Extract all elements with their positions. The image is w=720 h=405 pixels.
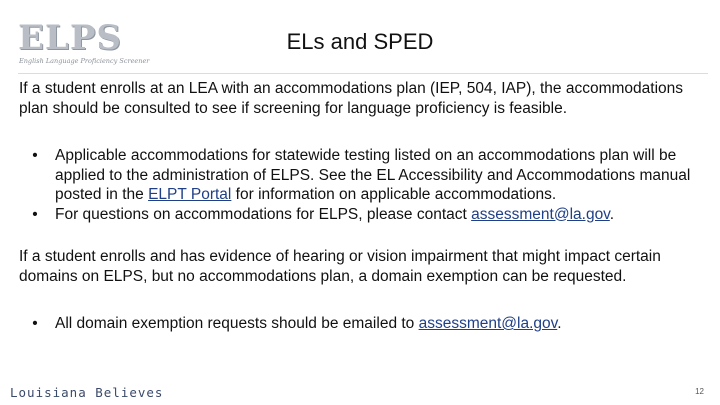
logo-wordmark: ELPS xyxy=(18,18,122,58)
paragraph-impairment: If a student enrolls and has evidence of hearing or vision impairment that might impact certain domains on ELPS, but no accommodations plan, a domain exemption can be requested. xyxy=(19,248,661,285)
elps-logo xyxy=(18,18,150,68)
bullet-item xyxy=(19,314,709,334)
bullet-item xyxy=(19,146,709,205)
bullet-icon: • xyxy=(32,147,38,164)
paragraph-accommodations-plan: If a student enrolls at an LEA with an accommodations plan (IEP, 504, IAP), the accommodations plan should be consulted to see if screening for language proficiency is feasible. xyxy=(19,80,684,117)
assessment-email-link[interactable]: assessment@la.gov xyxy=(471,205,610,223)
page-number: 12 xyxy=(695,387,704,396)
assessment-email-link[interactable]: assessment@la.gov xyxy=(418,315,558,332)
slide-title: ELs and SPED xyxy=(286,29,434,54)
bullet-text-end: . xyxy=(557,315,562,332)
bullet-text-end: . xyxy=(609,205,615,223)
bullet-item xyxy=(19,205,709,225)
bullet-text: For questions on accommodations for ELPS, please contact xyxy=(55,205,472,223)
bullet-icon: • xyxy=(32,205,38,223)
bullet-text: All domain exemption requests should be emailed to xyxy=(55,315,419,332)
bullet-icon: • xyxy=(32,315,38,332)
bullet-list-exemptions xyxy=(19,314,709,334)
footer-brand: Louisiana Believes xyxy=(10,385,164,400)
bullet-text: Applicable accommodations for statewide testing listed on an accommodations plan will be applied to the administration of ELPS. See the EL Accessibility and Accommodations manual posted in the xyxy=(55,147,691,203)
logo-subtitle: English Language Proficiency Screener xyxy=(19,57,150,65)
elpt-portal-link[interactable]: ELPT Portal xyxy=(148,186,232,203)
bullet-text-end: for information on applicable accommodations. xyxy=(231,186,557,203)
title-divider xyxy=(18,73,708,74)
bullet-list-accommodations xyxy=(19,146,709,224)
